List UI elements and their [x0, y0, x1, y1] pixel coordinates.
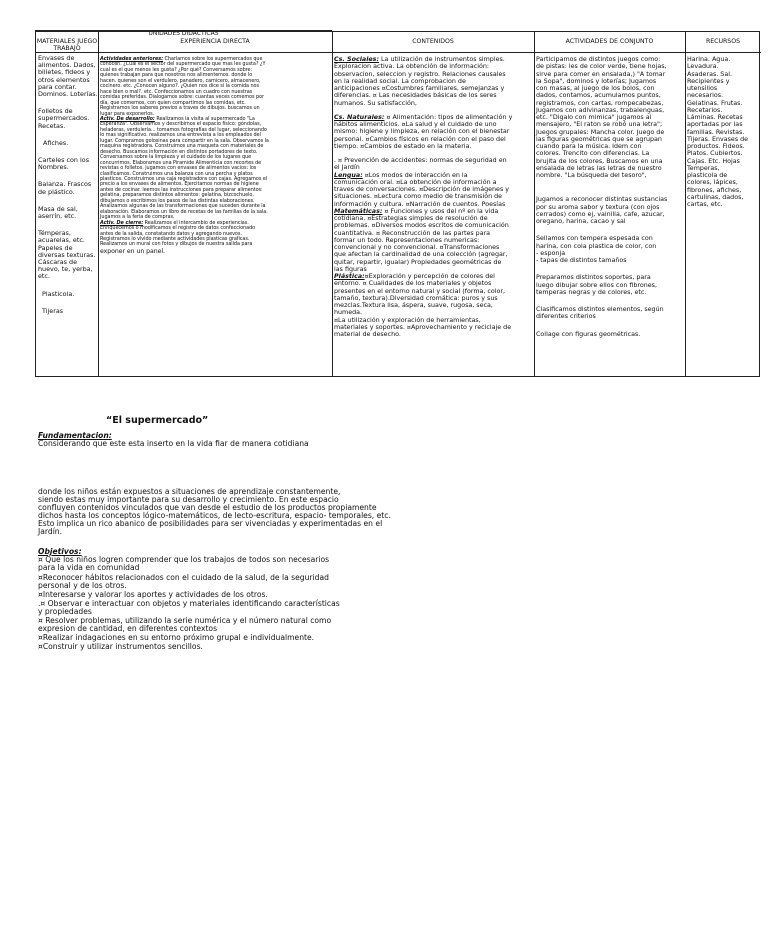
cell-line: etc.	[38, 272, 50, 281]
section-heading: Lengua:	[334, 171, 363, 179]
cell-line: nombre. "La búsqueda del tesoro",	[536, 172, 647, 179]
document-title: “El supermercado”	[106, 415, 209, 426]
paragraph-line: dichos hasta los conceptos lógico-matemáticos, de lecto-escritura, espacio- temporales, etc.	[38, 511, 391, 520]
cell-line: Levadura.	[687, 63, 719, 71]
cell-line: Recetas.	[38, 121, 66, 130]
cell-line: anticipaciones ¤Costumbres familiares, semejanzas y	[334, 85, 505, 92]
cell-line: observacion, seleccion y registro. Relaciones causales	[334, 70, 506, 78]
cell-line: problemas. ¤Diversos modos escritos de comunicación	[334, 222, 509, 230]
section-heading: Actividades anteriores:	[100, 56, 163, 62]
cell-line: Masa de sal,	[38, 204, 78, 213]
cell-line: para contar.	[38, 82, 77, 91]
cell-line: entorno. ¤ Cualidades de los materiales y objetos	[334, 280, 492, 288]
cell-line: aserrín, etc.	[38, 212, 77, 221]
cell-line: el Jardín	[334, 164, 360, 172]
cell-line: Realizamos la visita al supermercado "La	[154, 115, 255, 122]
contenidos-cell	[332, 54, 534, 376]
cell-line: Jugamos con adivinanzas, trabalenguas,	[536, 106, 665, 114]
cell-line: hábitos alimenticios. ¤La salud y el cuidado de uno	[334, 121, 497, 128]
cell-line: ¤ Funciones y usos del nº en la vida	[382, 207, 499, 215]
cell-line: cuantitativa. ¤ Reconstrucción de las partes para	[334, 229, 491, 237]
materiales-cell	[36, 53, 98, 376]
recursos-cell	[685, 54, 761, 376]
objective-line: ¤ Resolver problemas, utilizando la serie numérica y el número natural como	[38, 616, 332, 625]
cell-line: tamaño, textura).Diversidad cromática: puros y sus	[334, 294, 498, 302]
actividades-cell	[534, 54, 685, 376]
objective-line: ¤ Que los niños logren comprender que los trabajos de todos son necesarios	[38, 555, 330, 564]
cell-line: Realizamos un mural con fotos y dibujos de nuestra salida para	[100, 241, 253, 248]
cell-line: información y cultura. ¤Narración de cuentos. Poesías	[334, 200, 506, 208]
cell-line: precio a los envases de alimentos. Ejercitamos normas de higiene	[100, 181, 259, 188]
objective-line: ¤Construir y utilizar instrumentos sencillos.	[38, 642, 203, 651]
cell-line: hace bien o mal?. etc. Confeccionamos un cuadro con nuestras	[100, 88, 253, 95]
cell-line: elaboración. Elaboramos un libro de recetas de las familias de la sala.	[100, 208, 268, 215]
cell-line: Tijeras	[42, 306, 64, 315]
cell-line: cartas, etc.	[687, 201, 723, 208]
cell-line: cuando para la música. Idem con	[536, 143, 642, 150]
cell-line: cerrados) como ej, vainilla, cafe, azucar,	[536, 210, 665, 218]
cell-line: oregano, harina, cacao y sal	[536, 218, 626, 225]
paragraph-line: donde los niños están expuestos a situaciones de aprendizaje constantemente,	[38, 487, 341, 496]
cell-line: Recipientes y	[687, 77, 730, 85]
cell-line: productos. Fideos.	[687, 143, 745, 150]
cell-line: materiales y soportes. ¤Aprovechamiento y reciclaje de	[334, 323, 512, 331]
objective-line: personal y de los otros.	[38, 581, 127, 590]
cell-line: Sellamos con tempera espesada con	[536, 235, 653, 243]
cell-line: tiempo. ¤Cambios de estado en la materia.	[334, 142, 472, 150]
cell-line: exponer en un panel.	[100, 247, 165, 255]
experiencia-cell	[98, 55, 332, 376]
cell-line: billetes, fideos y	[38, 68, 91, 77]
cell-line: formar un todo. Representaciones numericas:	[334, 236, 480, 244]
paragraph-line: Jardín.	[38, 527, 63, 536]
objective-line: y propiedades	[38, 607, 92, 616]
table-caption: UNIDADES DIDACTICAS	[35, 30, 332, 37]
objective-line: expresion de cantidad, en diferentes contextos	[38, 624, 218, 633]
cell-line: - tapas de distintos tamaños	[536, 257, 627, 264]
cell-line: Clasificamos distintos elementos, según	[536, 306, 664, 313]
paragraph-line: Considerando que este esta inserto en la vida fiar de manera cotidiana	[38, 439, 309, 448]
cell-line: Platos. Cubiertos.	[687, 150, 743, 158]
cell-line: Conversamos sobre la limpieza y el cuidado de los lugares que	[100, 154, 252, 161]
cell-line: Carteles con los	[38, 156, 90, 165]
cell-line: ¤Los modos de interacción en la	[362, 171, 468, 179]
cell-line: Esperanza". Observamos y describimos el espacio físico: góndolas,	[100, 121, 262, 128]
cell-line: presentes en el entorno natural y social (forma, color,	[334, 287, 506, 295]
cell-line: La utilización de instrumentos simples.	[378, 56, 505, 63]
cell-line: plasticos. Construimos una caja registradora con cajas. Agregamos el	[100, 175, 268, 182]
cell-line: hacen. quienes son el verdulero, panadero, carnicero, almacenero,	[100, 77, 261, 84]
header-contenidos: CONTENIDOS	[332, 38, 534, 53]
cell-line: cotidiana. ¤Estrategias simples de resolución de	[334, 215, 488, 222]
cell-line: ensalada de letras las letras de nuestro	[536, 164, 662, 172]
cell-line: Temperas,	[687, 164, 720, 172]
objective-line: ¤Interesarse y valorar los aportes y actividades de los otros.	[38, 590, 268, 599]
objective-line: para la vida en comunidad	[38, 563, 140, 572]
didactic-table	[35, 31, 760, 377]
cell-line: las figuras	[334, 265, 367, 273]
cell-line: de pistas: les de color verde, tiene hojas,	[536, 63, 667, 71]
cell-line: Harina. Agua.	[687, 56, 731, 63]
cell-line: ¤Exploración y percepción de colores del	[364, 273, 495, 280]
cell-line: colores. Trencito con diferencias. La	[536, 150, 650, 158]
cell-line: traves de conversaciones. ¤Descripción de imágenes y	[334, 186, 510, 193]
cell-line: Asaderas. Sal.	[687, 70, 732, 78]
cell-line: familias. Revistas.	[687, 128, 745, 136]
heading-text: Objetivos:	[38, 547, 82, 556]
cell-line: dados, contamos, acumulamos puntos,	[536, 92, 661, 100]
cell-line: heladeras, verdulería... tomamos fotografías del lugar, seleccionando	[100, 126, 267, 133]
cell-line: Registramos los saberes previos a traves de dibujos. buscamos un	[100, 105, 260, 112]
cell-line: quienes trabajan para que nosotros nos alimentemos. donde lo	[100, 72, 253, 79]
cell-line: diversas texturas.	[38, 250, 96, 259]
cell-line: Jugamos a la feria de compras.	[100, 214, 175, 221]
cell-line: mismo: higiene y limpieza, en relación con el bienestar	[334, 128, 510, 136]
cell-line: antes de la salida, constatando datos y agregando nuevos.	[100, 230, 242, 237]
cell-line: Realizamos el intercambio de experiencias.	[143, 219, 249, 226]
header-actividades: ACTIVIDADES DE CONJUNTO	[534, 38, 685, 53]
cell-line: Nombres.	[38, 163, 69, 172]
cell-line: Folletos de	[38, 107, 73, 116]
cell-line: Enriquecemos o modificamos el registro de datos confeccionado	[100, 225, 256, 232]
cell-line: las figuras geométricas que se agrupan	[536, 135, 662, 143]
cell-line: que afectan la cardinalidad de una colección (agregar,	[334, 251, 508, 259]
cell-line: sirve para comer en ensalada,) "A tomar	[536, 70, 666, 78]
cell-line: Láminas. Recetas	[687, 114, 743, 121]
cell-line: humanos. Su satisfacción,	[334, 99, 417, 107]
cell-line: comidas preferidas. Dialogamos sobre: cuantas veces comemos por	[100, 94, 264, 101]
cell-line: Charlamos sobre los supermercados que	[162, 56, 263, 62]
cell-line: Afiches.	[43, 138, 69, 147]
cell-line: en la realidad social. La comprobacion de	[334, 77, 466, 85]
paragraph-line: Esto implica un rico abanico de posibilidades para ser vivenciadas y experimentadas en el	[38, 519, 383, 528]
cell-line: utensilios	[687, 85, 718, 92]
cell-line: mezclas.Textura lisa, áspera, suave, rugosa, seca,	[334, 302, 493, 309]
cell-line: concurrimos. Elaboramos una Piramide Alimenticia con recortes de	[100, 159, 262, 166]
cell-line: maquina registradora. Construimos una maqueta con materiales de	[100, 143, 264, 150]
cell-line: - esponja	[536, 249, 566, 257]
section-heading: Matemáticas:	[334, 207, 383, 215]
header-recursos: RECURSOS	[685, 38, 761, 53]
objective-line: .¤ Observar e interactuar con objetos y materiales identificando características	[38, 599, 340, 608]
cell-line: harina, con cola plastica de color, con	[536, 242, 657, 250]
cell-line: diferentes criterios	[536, 313, 596, 321]
cell-line: temperas negras y de colores, etc.	[536, 288, 647, 296]
section-heading: Cs. Naturales:	[334, 113, 385, 121]
cell-line: ¤ Alimentación: tipos de alimentación y	[384, 113, 513, 121]
cell-line: supermercados.	[38, 114, 90, 123]
cell-line: etc. "Digalo con mimica" jugamos al	[536, 114, 652, 121]
cell-line: humeda.	[334, 309, 363, 317]
cell-line: colores, lápices,	[687, 179, 738, 187]
cell-line: ¤La utilización y exploración de herramientas,	[334, 316, 481, 324]
cell-line: cocinero. etc. ¿Conocen alguno?. ¿Quien nos dice si la comida nos	[100, 83, 259, 90]
cell-line: Registramos lo vivido mediante actividades plasticas graficas.	[100, 235, 250, 242]
cell-line: fibrones, afiches,	[687, 186, 742, 194]
cell-line: otros elementos	[38, 75, 90, 84]
cell-line: personal. ¤Cambios físicos en relación con el paso del	[334, 135, 506, 143]
cell-line: Juegos grupales: Mancha color. Juego de	[536, 128, 665, 136]
cell-line: de plástico.	[38, 187, 75, 196]
cell-line: quitar, repartir, igualar) Propiedades geométricas de	[334, 258, 502, 266]
cell-line: registramos, con cartas, rompecabezas,	[536, 99, 664, 107]
paragraph-line: confluyen contenidos vinculados que van desde el estudio de los productos propiamente	[38, 503, 377, 512]
objective-line: ¤Realizar indagaciones en su entorno próximo grupal e individualmente.	[38, 633, 315, 642]
cell-line: Gelatinas. Frutas.	[687, 99, 743, 107]
cell-line: plasticola de	[687, 172, 728, 179]
cell-line: comunicación oral. ¤La obtención de información a	[334, 178, 497, 186]
header-materiales: MATERIALES JUEGO TRABAJO	[36, 38, 98, 52]
cell-line: Dominos. Loterías.	[38, 90, 98, 99]
cell-line: conocen. ¿Cuál es el sector del supermercado que mas les gusta? ¿Y	[100, 61, 266, 68]
heading-text: Fundamentacion:	[38, 431, 112, 440]
cell-line: Tijeras. Envases de	[687, 135, 749, 143]
cell-line: Plasticola.	[42, 289, 75, 298]
cell-line: día, que comemos, con quien compartimos las comidas, etc.	[100, 99, 246, 106]
cell-line: Cajas. Etc. Hojas	[687, 157, 740, 165]
cell-line: la Sopa", dominos y loterías; Jugamos	[536, 77, 657, 85]
cell-line: por su aroma sabor y textura (con ojos	[536, 203, 660, 211]
cell-line: lugar para exponerlos.	[100, 110, 155, 117]
cell-line: cartulinas, dados,	[687, 193, 744, 201]
cell-line: gelatina, preparamos distintos alimentos: gelatina, bizcochuelo,	[100, 192, 254, 199]
cell-line: Participamos de distintos juegos como:	[536, 56, 661, 63]
cell-line: lugar. Compramos golosinas para compartir en la sala. Observamos la	[100, 137, 269, 144]
cell-line: Collage con figuras geométricas.	[536, 330, 641, 338]
cell-line: necesarios.	[687, 92, 724, 100]
cell-line: situaciones. ¤Lectura como medio de transmisión de	[334, 193, 503, 201]
cell-line: Preparamos distintos soportes, para	[536, 274, 651, 282]
section-heading: Activ. De desarrollo:	[100, 115, 155, 122]
cell-line: mensajero, "El raton se robó una letra";	[536, 121, 663, 129]
cell-line: cual es el que menos les gusta? ¿Por qué? Conversamos sobre:	[100, 66, 253, 73]
cell-line: Envases de	[38, 54, 75, 62]
paragraph-line: siendo estas muy importante para su desarrollo y crecimiento. En este espacio	[38, 495, 339, 504]
section-heading: Activ. De cierre:	[100, 219, 144, 226]
cell-line: convencional y no convencional. ¤Transformaciones	[334, 244, 500, 251]
cell-line: lo mas significativo. realizamos una entrevista a los empleados del	[100, 132, 261, 139]
cell-line: aportadas por las	[687, 121, 743, 129]
cell-line: clasificamos. Construimos una balanza con una percha y platos	[100, 170, 253, 177]
cell-line: con masas, al juego de los bolos, con	[536, 85, 655, 92]
section-heading: Cs. Sociales:	[334, 56, 379, 63]
header-experiencia: EXPERIENCIA DIRECTA	[98, 38, 332, 53]
cell-line: desecho. Buscamos información en distintos portadores de texto.	[100, 148, 258, 155]
cell-line: diferencias. ¤ Las necesidades básicas de los seres	[334, 92, 497, 100]
cell-line: material de desecho.	[334, 331, 401, 338]
cell-line: alimentos. Dados,	[38, 61, 96, 70]
cell-line: brujita de los colores, Buscamos en una	[536, 157, 663, 165]
cell-line: Recetarios.	[687, 106, 723, 114]
cell-line: Jugamos a reconocer distintas sustancias	[536, 196, 668, 204]
cell-line: revistas o folletos. jugamos con envases de alimentos vacios: los	[100, 165, 257, 172]
cell-line: Témperas,	[38, 229, 71, 238]
cell-line: Balanza. Frascos	[38, 180, 92, 189]
cell-line: Cáscaras de	[38, 258, 78, 267]
cell-line: dibujamos o escribimos los pasos de las distintas elaboraciones.	[100, 197, 255, 204]
cell-line: Exploracion activa. La obtención de información:	[334, 63, 490, 71]
cell-line: acuarelas, etc.	[38, 236, 85, 245]
objective-line: ¤Reconocer hábitos relacionados con el cuidado de la salud, de la seguridad	[38, 573, 329, 582]
cell-line: luego dibujar sobre ellos con fibrones,	[536, 281, 657, 289]
section-heading: Plástica:	[334, 273, 365, 280]
cell-line: huevo, te, yerba,	[38, 265, 93, 274]
cell-line: . ¤ Prevención de accidentes: normas de seguridad en	[334, 157, 507, 164]
cell-line: antes de cocinar. leemos las instrucciones para preparar alimentos:	[100, 186, 263, 193]
cell-line: Analizamos algunas de las transformaciones que suceden durante la	[100, 203, 266, 210]
cell-line: Papeles de	[38, 243, 73, 252]
